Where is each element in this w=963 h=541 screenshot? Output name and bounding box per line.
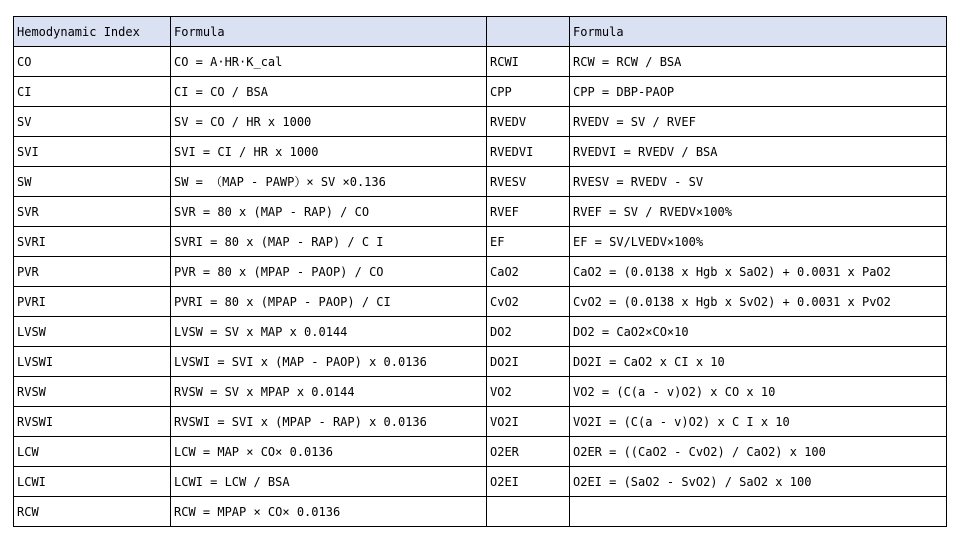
table-header-row: [14, 17, 947, 47]
table-row: [14, 497, 947, 527]
index-cell: O2EI: [487, 467, 570, 497]
formula-cell: RVESV = RVEDV - SV: [570, 167, 947, 197]
header-index: Hemodynamic Index: [14, 17, 171, 47]
index-cell: RVEDV: [487, 107, 570, 137]
hemodynamic-formula-table: [13, 16, 947, 527]
formula-cell: CPP = DBP-PAOP: [570, 77, 947, 107]
index-cell: LCWI: [14, 467, 171, 497]
formula-cell: EF = SV/LVEDV×100%: [570, 227, 947, 257]
table-row: [14, 467, 947, 497]
index-cell: DO2I: [487, 347, 570, 377]
header-index-2: [487, 17, 570, 47]
formula-cell: CO = A·HR·K_cal: [171, 47, 487, 77]
index-cell: RVEF: [487, 197, 570, 227]
formula-cell: LVSWI = SVI x (MAP - PAOP) x 0.0136: [171, 347, 487, 377]
formula-cell: CaO2 = (0.0138 x Hgb x SaO2) + 0.0031 x PaO2: [570, 257, 947, 287]
index-cell: [487, 497, 570, 527]
index-cell: RVESV: [487, 167, 570, 197]
index-cell: SVR: [14, 197, 171, 227]
formula-cell: SV = CO / HR x 1000: [171, 107, 487, 137]
index-cell: CaO2: [487, 257, 570, 287]
formula-cell: [570, 497, 947, 527]
index-cell: RVSWI: [14, 407, 171, 437]
table-row: [14, 257, 947, 287]
index-cell: PVRI: [14, 287, 171, 317]
table-row: [14, 137, 947, 167]
index-cell: RCWI: [487, 47, 570, 77]
index-cell: CO: [14, 47, 171, 77]
index-cell: SVRI: [14, 227, 171, 257]
table-row: [14, 287, 947, 317]
formula-cell: SVRI = 80 x (MAP - RAP) / C I: [171, 227, 487, 257]
index-cell: EF: [487, 227, 570, 257]
header-formula: Formula: [171, 17, 487, 47]
formula-cell: O2ER = ((CaO2 - CvO2) / CaO2) x 100: [570, 437, 947, 467]
index-cell: LVSW: [14, 317, 171, 347]
table-row: [14, 407, 947, 437]
table-row: [14, 77, 947, 107]
formula-cell: CI = CO / BSA: [171, 77, 487, 107]
table-row: [14, 197, 947, 227]
header-formula-2: Formula: [570, 17, 947, 47]
table-row: [14, 377, 947, 407]
table-row: [14, 227, 947, 257]
index-cell: SW: [14, 167, 171, 197]
formula-cell: PVRI = 80 x (MPAP - PAOP) / CI: [171, 287, 487, 317]
formula-cell: RCW = MPAP × CO× 0.0136: [171, 497, 487, 527]
formula-cell: LCWI = LCW / BSA: [171, 467, 487, 497]
formula-cell: RVEF = SV / RVEDV×100%: [570, 197, 947, 227]
table-row: [14, 107, 947, 137]
formula-cell: RVSW = SV x MPAP x 0.0144: [171, 377, 487, 407]
index-cell: DO2: [487, 317, 570, 347]
table-row: [14, 437, 947, 467]
index-cell: CI: [14, 77, 171, 107]
formula-cell: SVI = CI / HR x 1000: [171, 137, 487, 167]
formula-cell: LVSW = SV x MAP x 0.0144: [171, 317, 487, 347]
index-cell: SVI: [14, 137, 171, 167]
formula-cell: RVSWI = SVI x (MPAP - RAP) x 0.0136: [171, 407, 487, 437]
index-cell: CvO2: [487, 287, 570, 317]
formula-cell: RCW = RCW / BSA: [570, 47, 947, 77]
index-cell: CPP: [487, 77, 570, 107]
index-cell: PVR: [14, 257, 171, 287]
formula-cell: RVEDV = SV / RVEF: [570, 107, 947, 137]
index-cell: RVSW: [14, 377, 171, 407]
formula-cell: DO2 = CaO2×CO×10: [570, 317, 947, 347]
index-cell: LCW: [14, 437, 171, 467]
formula-cell: LCW = MAP × CO× 0.0136: [171, 437, 487, 467]
index-cell: VO2: [487, 377, 570, 407]
formula-cell: SVR = 80 x (MAP - RAP) / CO: [171, 197, 487, 227]
index-cell: LVSWI: [14, 347, 171, 377]
index-cell: VO2I: [487, 407, 570, 437]
table-row: [14, 47, 947, 77]
formula-cell: VO2I = (C(a - v)O2) x C I x 10: [570, 407, 947, 437]
formula-cell: O2EI = (SaO2 - SvO2) / SaO2 x 100: [570, 467, 947, 497]
formula-cell: DO2I = CaO2 x CI x 10: [570, 347, 947, 377]
table-row: [14, 167, 947, 197]
index-cell: RCW: [14, 497, 171, 527]
table-row: [14, 317, 947, 347]
formula-cell: CvO2 = (0.0138 x Hgb x SvO2) + 0.0031 x PvO2: [570, 287, 947, 317]
index-cell: SV: [14, 107, 171, 137]
formula-cell: RVEDVI = RVEDV / BSA: [570, 137, 947, 167]
formula-cell: SW = （MAP - PAWP）× SV ×0.136: [171, 167, 487, 197]
index-cell: O2ER: [487, 437, 570, 467]
formula-cell: PVR = 80 x (MPAP - PAOP) / CO: [171, 257, 487, 287]
formula-cell: VO2 = (C(a - v)O2) x CO x 10: [570, 377, 947, 407]
table-row: [14, 347, 947, 377]
index-cell: RVEDVI: [487, 137, 570, 167]
